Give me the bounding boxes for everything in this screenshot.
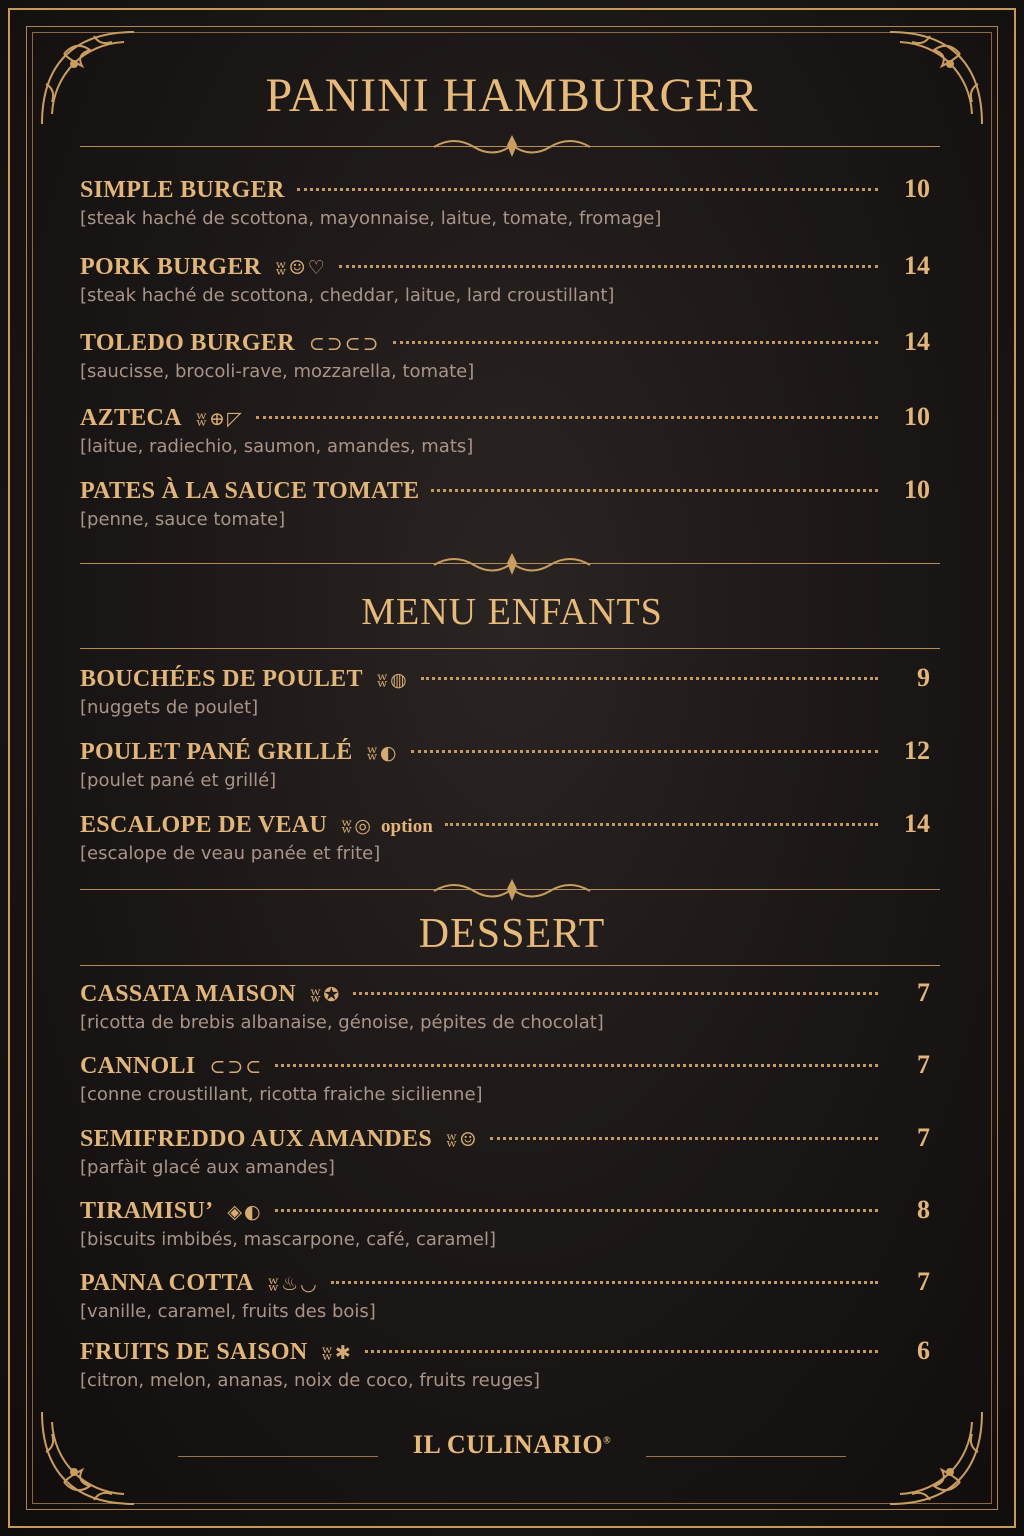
registered-mark: ® [603, 1435, 612, 1447]
menu-item-name: SIMPLE BURGER [80, 177, 285, 203]
menu-item-description: [escalope de veau panée et frite] [80, 843, 381, 864]
menu-item-row [80, 174, 930, 206]
menu-item-name: PATES À LA SAUCE TOMATE [80, 478, 420, 504]
dot-leader [421, 677, 878, 680]
menu-item-price: 10 [904, 174, 930, 203]
menu-item-name: SEMIFREDDO AUX AMANDES [80, 1126, 432, 1152]
menu-item-price: 9 [917, 663, 930, 692]
menu-item-name: CANNOLI [80, 1053, 196, 1079]
menu-item [80, 736, 930, 796]
menu-item-row [80, 978, 930, 1010]
menu-item-price: 14 [904, 251, 930, 280]
menu-item [80, 1267, 930, 1327]
menu-item-option: option [381, 816, 433, 837]
allergen-icons: ʬ✱ [321, 1342, 353, 1364]
dot-leader [297, 188, 878, 191]
menu-item-price: 12 [904, 736, 930, 765]
dot-leader [275, 1064, 878, 1067]
allergen-icons: ⊂⊃⊂ [209, 1056, 264, 1078]
flourish-icon [430, 876, 594, 906]
menu-item-name: PORK BURGER [80, 254, 262, 280]
dot-leader [365, 1350, 878, 1353]
menu-item-description: [biscuits imbibés, mascarpone, café, caramel] [80, 1229, 496, 1250]
menu-item [80, 1123, 930, 1183]
menu-item-description: [laitue, radiechio, saumon, amandes, mats] [80, 436, 474, 457]
allergen-icons: ʬ✪ [310, 984, 342, 1006]
brand-name [0, 1430, 1024, 1460]
menu-item-name: BOUCHÉES DE POULET [80, 666, 363, 692]
menu-item-name: TIRAMISU’ [80, 1198, 214, 1224]
menu-item [80, 809, 930, 869]
menu-item-row [80, 402, 930, 434]
menu-item [80, 402, 930, 462]
menu-item-price: 14 [904, 809, 930, 838]
menu-item-price: 6 [917, 1336, 930, 1365]
menu-item-price: 7 [917, 1267, 930, 1296]
menu-item-price: 7 [917, 978, 930, 1007]
menu-item-row [80, 1336, 930, 1368]
divider [80, 648, 940, 649]
menu-item-description: [saucisse, brocoli-rave, mozzarella, tomate] [80, 361, 475, 382]
menu-item-name: POULET PANÉ GRILLÉ [80, 739, 353, 765]
dot-leader [490, 1137, 878, 1140]
menu-item-price: 10 [904, 475, 930, 504]
allergen-icons: ʬ☺♡ [275, 257, 327, 279]
menu-item-description: [steak haché de scottona, mayonnaise, laitue, tomate, fromage] [80, 208, 662, 229]
divider [80, 965, 940, 966]
menu-item-description: [citron, melon, ananas, noix de coco, fruits reuges] [80, 1370, 541, 1391]
allergen-icons: ʬ☺ [445, 1129, 479, 1151]
menu-item [80, 1050, 930, 1110]
menu-item-row [80, 1195, 930, 1227]
menu-item [80, 978, 930, 1038]
section-title-dessert: DESSERT [418, 911, 606, 957]
menu-item-description: [penne, sauce tomate] [80, 509, 286, 530]
allergen-icons: ʬ◎ [341, 815, 374, 837]
menu-item-description: [parfàit glacé aux amandes] [80, 1157, 335, 1178]
menu-item-price: 8 [917, 1195, 930, 1224]
menu-item-row [80, 736, 930, 768]
menu-item [80, 251, 930, 311]
menu-item-price: 7 [917, 1050, 930, 1079]
menu-item-name: PANNA COTTA [80, 1270, 254, 1296]
dot-leader [393, 341, 878, 344]
menu-item-name: FRUITS DE SAISON [80, 1339, 308, 1365]
menu-item-row [80, 1123, 930, 1155]
menu-item-name: TOLEDO BURGER [80, 330, 295, 356]
dot-leader [339, 265, 878, 268]
menu-item-description: [nuggets de poulet] [80, 697, 259, 718]
menu-item-description: [steak haché de scottona, cheddar, laitue, lard croustillant] [80, 285, 615, 306]
section-title-panini: PANINI HAMBURGER [265, 69, 759, 122]
menu-item-price: 10 [904, 402, 930, 431]
menu-item-row [80, 663, 930, 695]
flourish-icon [430, 132, 594, 162]
brand-text: IL CULINARIO [412, 1430, 604, 1459]
menu-item-price: 14 [904, 327, 930, 356]
flourish-icon [430, 550, 594, 580]
menu-item [80, 475, 930, 535]
menu-item-row [80, 1267, 930, 1299]
menu-item-row [80, 475, 930, 507]
menu-item [80, 174, 930, 234]
allergen-icons: ⊂⊃⊂⊃ [308, 333, 381, 355]
allergen-icons: ʬ◍ [376, 669, 409, 691]
dot-leader [331, 1281, 878, 1284]
allergen-icons: ◈◐ [227, 1201, 263, 1223]
menu-item-row [80, 251, 930, 283]
menu-item-description: [vanille, caramel, fruits des bois] [80, 1301, 376, 1322]
menu-item-description: [poulet pané et grillé] [80, 770, 277, 791]
dot-leader [275, 1209, 878, 1212]
dot-leader [411, 750, 878, 753]
dot-leader [353, 992, 878, 995]
menu-item [80, 663, 930, 723]
menu-item-name: ESCALOPE DE VEAU [80, 812, 328, 838]
allergen-icons: ʬ◐ [366, 742, 399, 764]
menu-item-row [80, 809, 930, 841]
menu-item [80, 327, 930, 387]
menu-item-row [80, 327, 930, 359]
allergen-icons: ʬ⊕◸ [195, 408, 244, 430]
menu-item-name: AZTECA [80, 405, 182, 431]
menu-item [80, 1195, 930, 1255]
section-title-enfants: MENU ENFANTS [361, 591, 663, 633]
menu-item [80, 1336, 930, 1396]
menu-item-row [80, 1050, 930, 1082]
menu-item-description: [ricotta de brebis albanaise, génoise, pépites de chocolat] [80, 1012, 604, 1033]
allergen-icons: ʬ♨◡ [267, 1273, 319, 1295]
dot-leader [256, 416, 878, 419]
dot-leader [431, 489, 878, 492]
menu-item-name: CASSATA MAISON [80, 981, 297, 1007]
menu-item-price: 7 [917, 1123, 930, 1152]
menu-item-description: [conne croustillant, ricotta fraiche sicilienne] [80, 1084, 483, 1105]
dot-leader [445, 823, 878, 826]
